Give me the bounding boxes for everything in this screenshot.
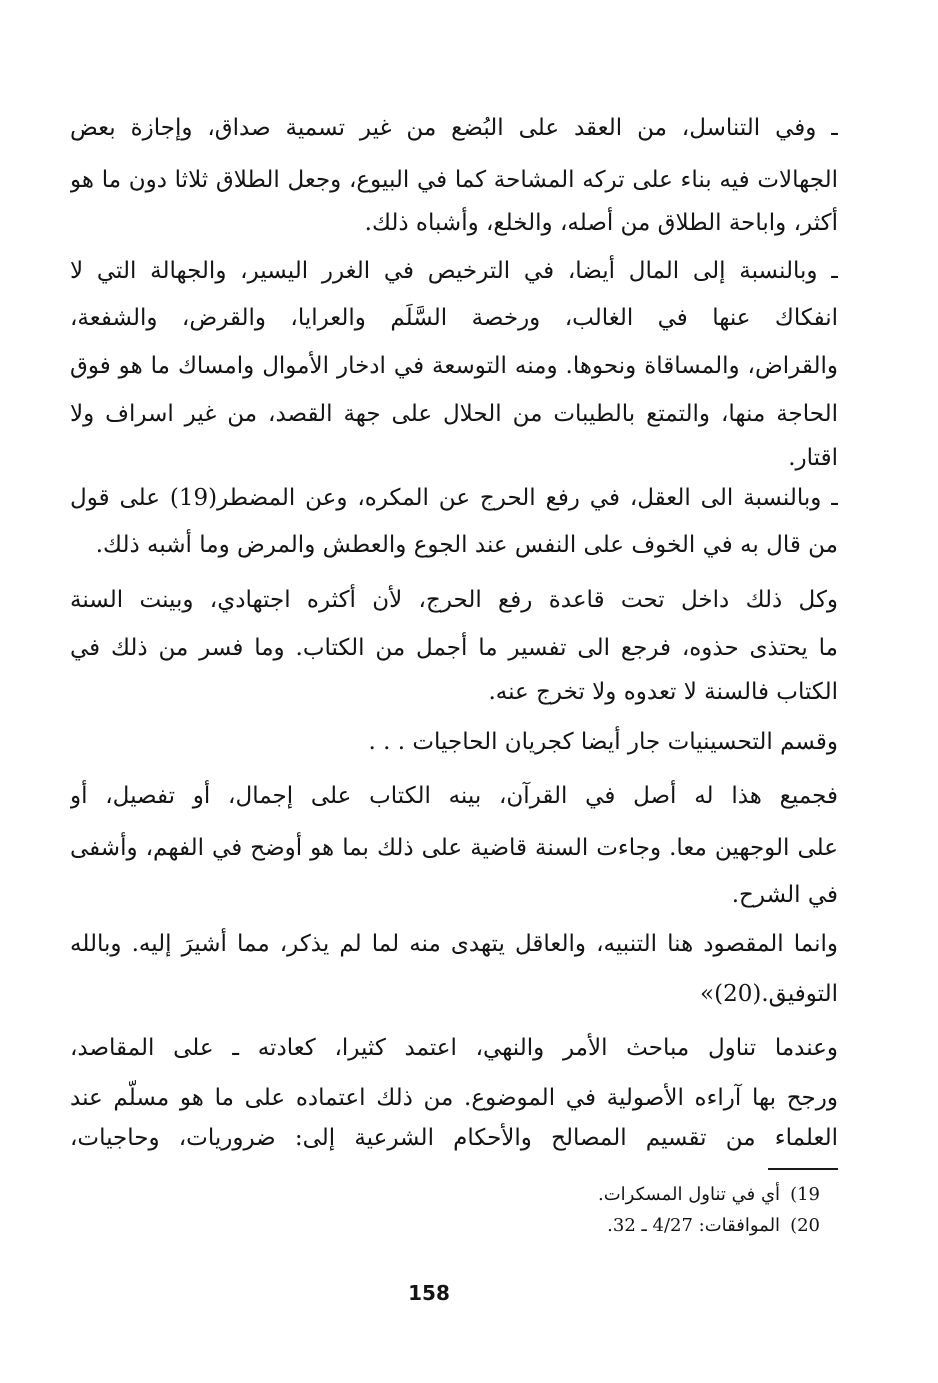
text-line: وانما المقصود هنا التنبيه، والعاقل يتهدى منه لما لم يذكر، مما أشيرَ إليه. وبالله bbox=[70, 931, 838, 957]
text-line: في الشرح. bbox=[731, 882, 838, 908]
text-line: أكثر، واباحة الطلاق من أصله، والخلع، وأشباه ذلك. bbox=[364, 210, 838, 236]
footnote-text: أي في تناول المسكرات. bbox=[598, 1184, 781, 1205]
text-line: ما يحتذى حذوه، فرجع الى تفسير ما أجمل من الكتاب. وما فسر من ذلك في bbox=[70, 635, 838, 661]
footnote-text: الموافقات: 4/27 ـ 32. bbox=[607, 1215, 781, 1236]
text-line: انفكاك عنها في الغالب، ورخصة السَّلَم والعرايا، والقرض، والشفعة، bbox=[70, 305, 838, 331]
text-line: على الوجهين معا. وجاءت السنة قاضية على ذلك بما هو أوضح في الفهم، وأشفى bbox=[70, 835, 838, 861]
text-line: فجميع هذا له أصل في القرآن، بينه الكتاب على إجمال، أو تفصيل، أو bbox=[70, 783, 838, 809]
text-line: الكتاب فالسنة لا تعدوه ولا تخرج عنه. bbox=[488, 679, 838, 705]
text-line: الحاجة منها، والتمتع بالطيبات من الحلال على جهة القصد، من غير اسراف ولا bbox=[70, 401, 838, 427]
text-line: العلماء من تقسيم المصالح والأحكام الشرعية إلى: ضروريات، وحاجيات، bbox=[70, 1125, 838, 1151]
footnote-number: 19) bbox=[790, 1184, 820, 1205]
text-line: الجهالات فيه بناء على تركه المشاحة كما في البيوع، وجعل الطلاق ثلاثا دون ما هو bbox=[70, 167, 838, 193]
text-line: من قال به في الخوف على النفس عند الجوع والعطش والمرض وما أشبه ذلك. bbox=[95, 532, 838, 558]
footnote bbox=[300, 1180, 820, 1210]
footnote bbox=[300, 1211, 820, 1241]
footnote-divider bbox=[768, 1168, 838, 1170]
text-line: اقتار. bbox=[788, 445, 838, 471]
page-number: 158 bbox=[408, 1281, 450, 1305]
text-line: ـ وفي التناسل، من العقد على البُضع من غير تسمية صداق، وإجازة بعض bbox=[70, 115, 838, 141]
text-line: وكل ذلك داخل تحت قاعدة رفع الحرج، لأن أكثره اجتهادي، وبينت السنة bbox=[70, 587, 838, 613]
text-line: ورجح بها آراءه الأصولية في الموضوع. من ذلك اعتماده على ما هو مسلّم عند bbox=[70, 1085, 838, 1111]
text-line: وقسم التحسينيات جار أيضا كجريان الحاجيات . . . bbox=[368, 729, 838, 755]
text-line: والقراض، والمساقاة ونحوها. ومنه التوسعة في ادخار الأموال وامساك ما هو فوق bbox=[70, 353, 838, 379]
text-line: ـ وبالنسبة إلى المال أيضا، في الترخيص في الغرر اليسير، والجهالة التي لا bbox=[70, 258, 838, 284]
text-line: التوفيق.(20)» bbox=[700, 981, 838, 1007]
text-line: وعندما تناول مباحث الأمر والنهي، اعتمد كثيرا، كعادته ـ على المقاصد، bbox=[70, 1035, 838, 1061]
footnote-number: 20) bbox=[790, 1215, 820, 1236]
text-line: ـ وبالنسبة الى العقل، في رفع الحرج عن المكره، وعن المضطر(19) على قول bbox=[70, 485, 838, 511]
